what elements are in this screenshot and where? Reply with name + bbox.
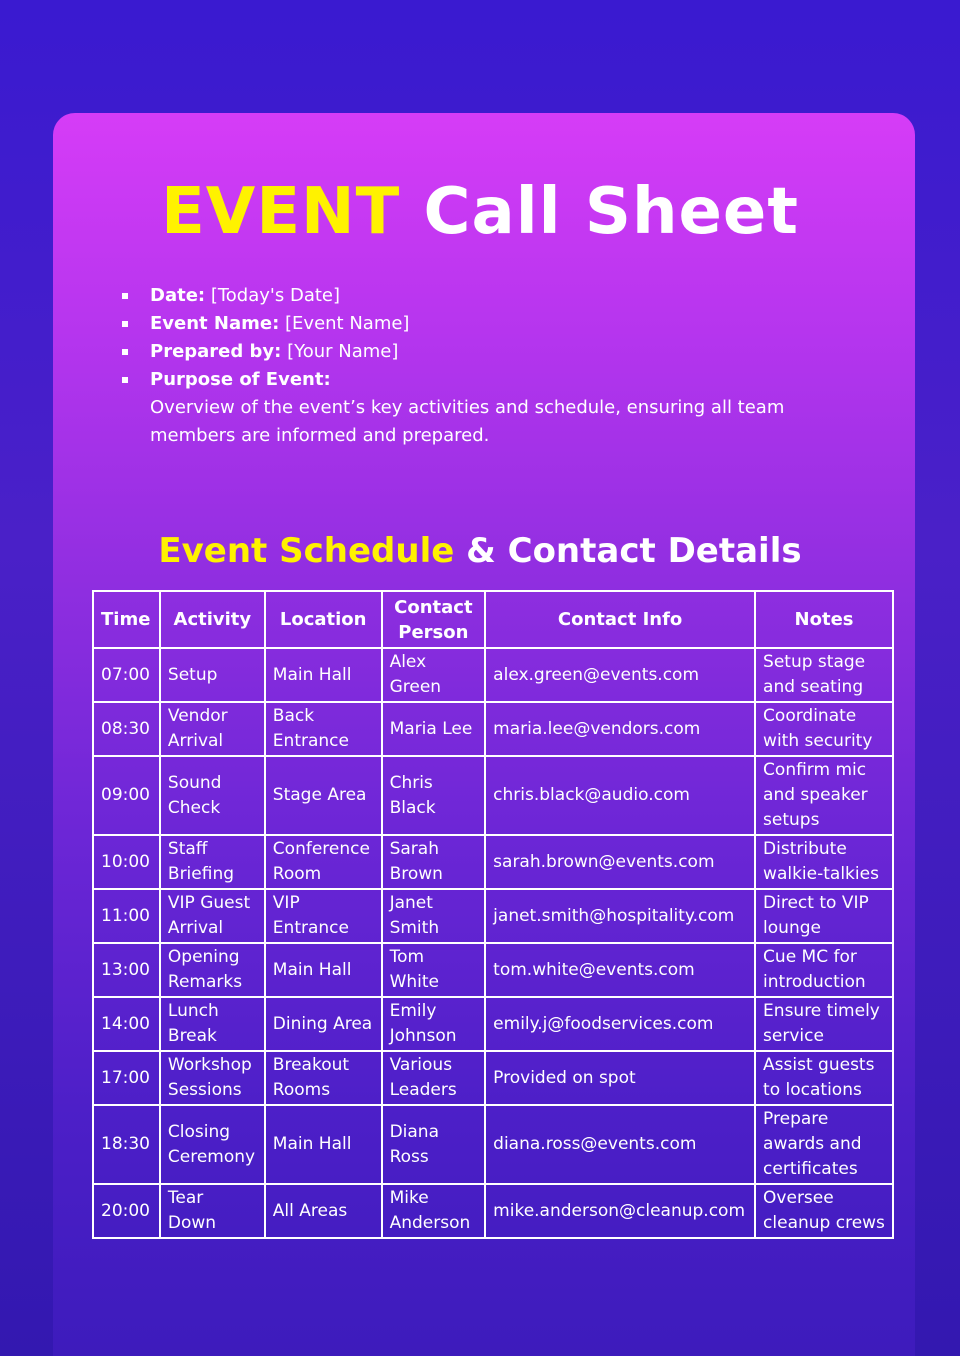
cell-contact-info: Provided on spot <box>485 1051 755 1105</box>
info-purpose-label: Purpose of Event: <box>150 369 331 390</box>
cell-activity: Tear Down <box>160 1184 265 1238</box>
info-prepared-by-value: [Your Name] <box>281 341 399 362</box>
info-event-name-label: Event Name: <box>150 313 280 334</box>
cell-notes: Assist guests to locations <box>755 1051 893 1105</box>
info-purpose-value: Overview of the event’s key activities and schedule, ensuring all team members are informed and prepared. <box>150 397 785 446</box>
table-row <box>93 835 893 889</box>
header-contact-info: Contact Info <box>485 591 755 648</box>
cell-notes: Ensure timely service <box>755 997 893 1051</box>
event-info-list <box>120 282 840 450</box>
cell-contact-info: tom.white@events.com <box>485 943 755 997</box>
table-header-row <box>93 591 893 648</box>
header-activity: Activity <box>160 591 265 648</box>
cell-activity: Opening Remarks <box>160 943 265 997</box>
cell-contact-person: Emily Johnson <box>382 997 486 1051</box>
cell-location: Breakout Rooms <box>265 1051 382 1105</box>
table-row <box>93 702 893 756</box>
info-event-name <box>120 310 840 338</box>
header-location: Location <box>265 591 382 648</box>
cell-activity: VIP Guest Arrival <box>160 889 265 943</box>
section-title <box>0 528 960 574</box>
schedule-table <box>92 590 894 1239</box>
header-time: Time <box>93 591 160 648</box>
cell-contact-info: maria.lee@vendors.com <box>485 702 755 756</box>
cell-activity: Staff Briefing <box>160 835 265 889</box>
cell-time: 20:00 <box>93 1184 160 1238</box>
cell-notes: Prepare awards and certificates <box>755 1105 893 1184</box>
cell-contact-person: Tom White <box>382 943 486 997</box>
cell-time: 10:00 <box>93 835 160 889</box>
cell-notes: Distribute walkie-talkies <box>755 835 893 889</box>
info-prepared-by <box>120 338 840 366</box>
cell-time: 07:00 <box>93 648 160 702</box>
cell-contact-person: Diana Ross <box>382 1105 486 1184</box>
cell-location: Dining Area <box>265 997 382 1051</box>
info-date <box>120 282 840 310</box>
cell-time: 17:00 <box>93 1051 160 1105</box>
info-prepared-by-label: Prepared by: <box>150 341 282 362</box>
info-event-name-value: [Event Name] <box>279 313 410 334</box>
title-accent: EVENT <box>161 175 401 249</box>
cell-time: 08:30 <box>93 702 160 756</box>
table-row <box>93 997 893 1051</box>
cell-contact-person: Various Leaders <box>382 1051 486 1105</box>
page-title <box>0 172 960 252</box>
cell-contact-info: alex.green@events.com <box>485 648 755 702</box>
cell-activity: Vendor Arrival <box>160 702 265 756</box>
cell-activity: Workshop Sessions <box>160 1051 265 1105</box>
info-purpose <box>120 366 840 450</box>
cell-activity: Setup <box>160 648 265 702</box>
cell-notes: Cue MC for introduction <box>755 943 893 997</box>
cell-contact-person: Mike Anderson <box>382 1184 486 1238</box>
cell-contact-info: mike.anderson@cleanup.com <box>485 1184 755 1238</box>
cell-time: 13:00 <box>93 943 160 997</box>
cell-notes: Confirm mic and speaker setups <box>755 756 893 835</box>
cell-activity: Lunch Break <box>160 997 265 1051</box>
header-notes: Notes <box>755 591 893 648</box>
cell-contact-info: chris.black@audio.com <box>485 756 755 835</box>
cell-location: Main Hall <box>265 1105 382 1184</box>
cell-location: All Areas <box>265 1184 382 1238</box>
cell-time: 14:00 <box>93 997 160 1051</box>
cell-contact-info: diana.ross@events.com <box>485 1105 755 1184</box>
cell-location: VIP Entrance <box>265 889 382 943</box>
cell-contact-person: Janet Smith <box>382 889 486 943</box>
cell-location: Conference Room <box>265 835 382 889</box>
table-row <box>93 648 893 702</box>
cell-location: Main Hall <box>265 943 382 997</box>
cell-location: Stage Area <box>265 756 382 835</box>
cell-location: Back Entrance <box>265 702 382 756</box>
cell-activity: Sound Check <box>160 756 265 835</box>
cell-notes: Setup stage and seating <box>755 648 893 702</box>
table-row <box>93 889 893 943</box>
title-rest: Call Sheet <box>400 175 799 249</box>
info-date-value: [Today's Date] <box>205 285 341 306</box>
cell-time: 11:00 <box>93 889 160 943</box>
table-row <box>93 1105 893 1184</box>
cell-notes: Direct to VIP lounge <box>755 889 893 943</box>
cell-time: 18:30 <box>93 1105 160 1184</box>
header-contact-person: Contact Person <box>382 591 486 648</box>
section-title-accent: Event Schedule <box>158 531 455 571</box>
cell-contact-person: Chris Black <box>382 756 486 835</box>
table-row <box>93 1184 893 1238</box>
cell-contact-info: emily.j@foodservices.com <box>485 997 755 1051</box>
cell-contact-person: Maria Lee <box>382 702 486 756</box>
cell-contact-info: janet.smith@hospitality.com <box>485 889 755 943</box>
cell-location: Main Hall <box>265 648 382 702</box>
cell-contact-info: sarah.brown@events.com <box>485 835 755 889</box>
info-date-label: Date: <box>150 285 206 306</box>
cell-notes: Oversee cleanup crews <box>755 1184 893 1238</box>
table-row <box>93 756 893 835</box>
cell-contact-person: Alex Green <box>382 648 486 702</box>
cell-activity: Closing Ceremony <box>160 1105 265 1184</box>
cell-notes: Coordinate with security <box>755 702 893 756</box>
table-row <box>93 943 893 997</box>
cell-contact-person: Sarah Brown <box>382 835 486 889</box>
section-title-rest: & Contact Details <box>454 531 802 571</box>
table-row <box>93 1051 893 1105</box>
cell-time: 09:00 <box>93 756 160 835</box>
